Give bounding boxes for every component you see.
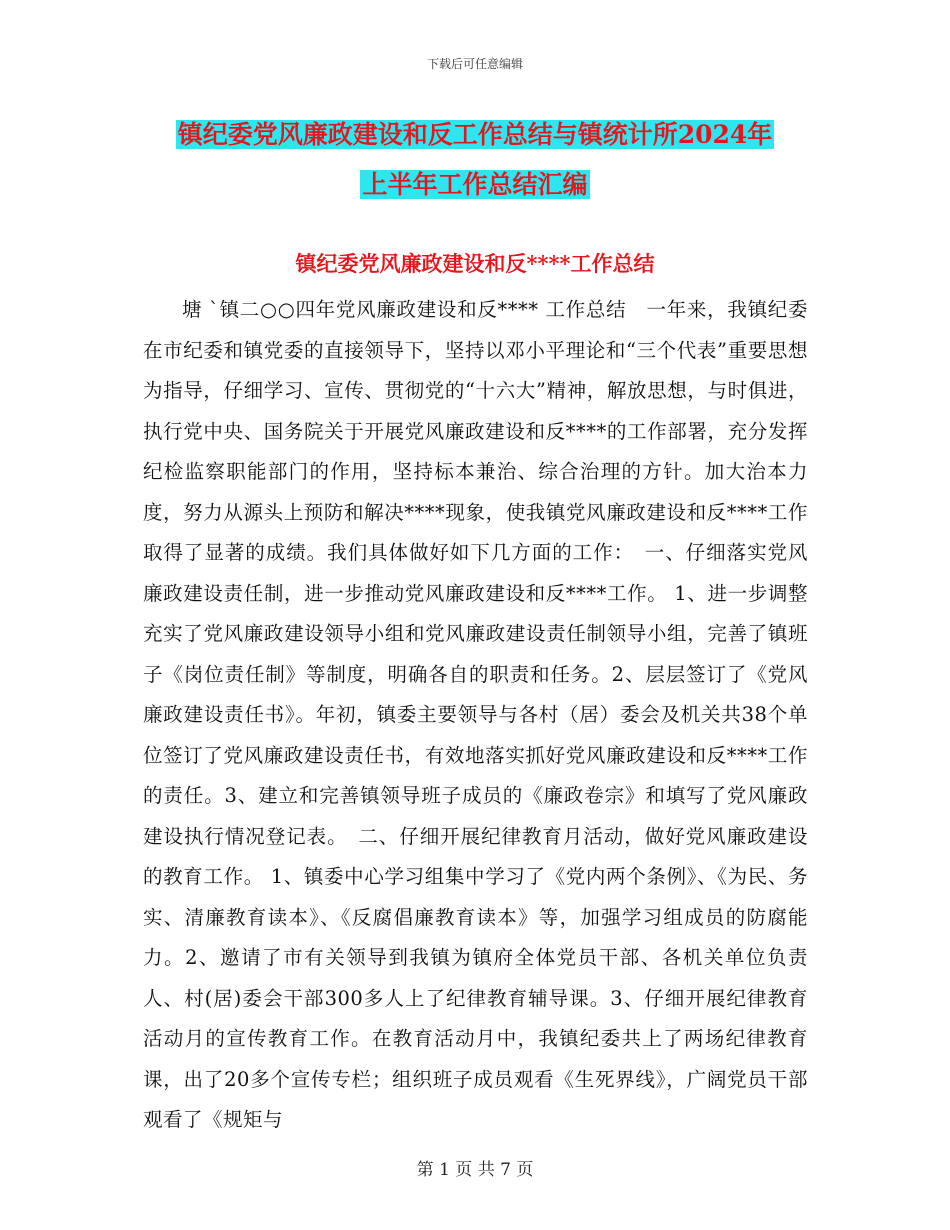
document-title: [0, 110, 950, 210]
page-footer: 第 1 页 共 7 页: [416, 1160, 534, 1180]
header-note: 下载后可任意编辑: [426, 57, 523, 71]
body-paragraph: 塘 `镇二○○四年党风廉政建设和反**** 工作总结 一年来，我镇纪委在市纪委和镇党委的直接领导下，坚持以邓小平理论和“三个代表”重要思想为指导，仔细学习、宣传、贯彻党的“十六大”精神，解放思想，与时俱进，执行党中央、国务院关于开展党风廉政建设和反****的工作部署，充分发挥纪检监察职能部门的作用，坚持标本兼治、综合治理的方针。加大治本力度，努力从源头上预防和解决****现象，使我镇党风廉政建设和反****工作取得了显著的成绩。我们具体做好如下几方面的工作： 一、仔细落实党风廉政建设责任制，进一步推动党风廉政建设和反****工作。 1、进一步调整充实了党风廉政建设领导小组和党风廉政建设责任制领导小组，完善了镇班子《岗位责任制》等制度，明确各自的职责和任务。2、层层签订了《党风廉政建设责任书》。年初，镇委主要领导与各村（居）委会及机关共38个单位签订了党风廉政建设责任书，有效地落实抓好党风廉政建设和反****工作的责任。3、建立和完善镇领导班子成员的《廉政卷宗》和填写了党风廉政建设执行情况登记表。 二、仔细开展纪律教育月活动，做好党风廉政建设的教育工作。 1、镇委中心学习组集中学习了《党内两个条例》、《为民、务实、清廉教育读本》、《反腐倡廉教育读本》等，加强学习组成员的防腐能力。2、邀请了市有关领导到我镇为镇府全体党员干部、各机关单位负责人、村(居)委会干部300多人上了纪律教育辅导课。3、仔细开展纪律教育活动月的宣传教育工作。在教育活动月中，我镇纪委共上了两场纪律教育课，出了20多个宣传专栏；组织班子成员观看《生死界线》，广阔党员干部观看了《规矩与: [143, 298, 808, 1131]
section-title: 镇纪委党风廉政建设和反****工作总结: [295, 251, 655, 276]
title-line-2: 上半年工作总结汇编: [362, 170, 588, 199]
title-line-1: 镇纪委党风廉政建设和反工作总结与镇统计所2024年: [177, 120, 773, 149]
